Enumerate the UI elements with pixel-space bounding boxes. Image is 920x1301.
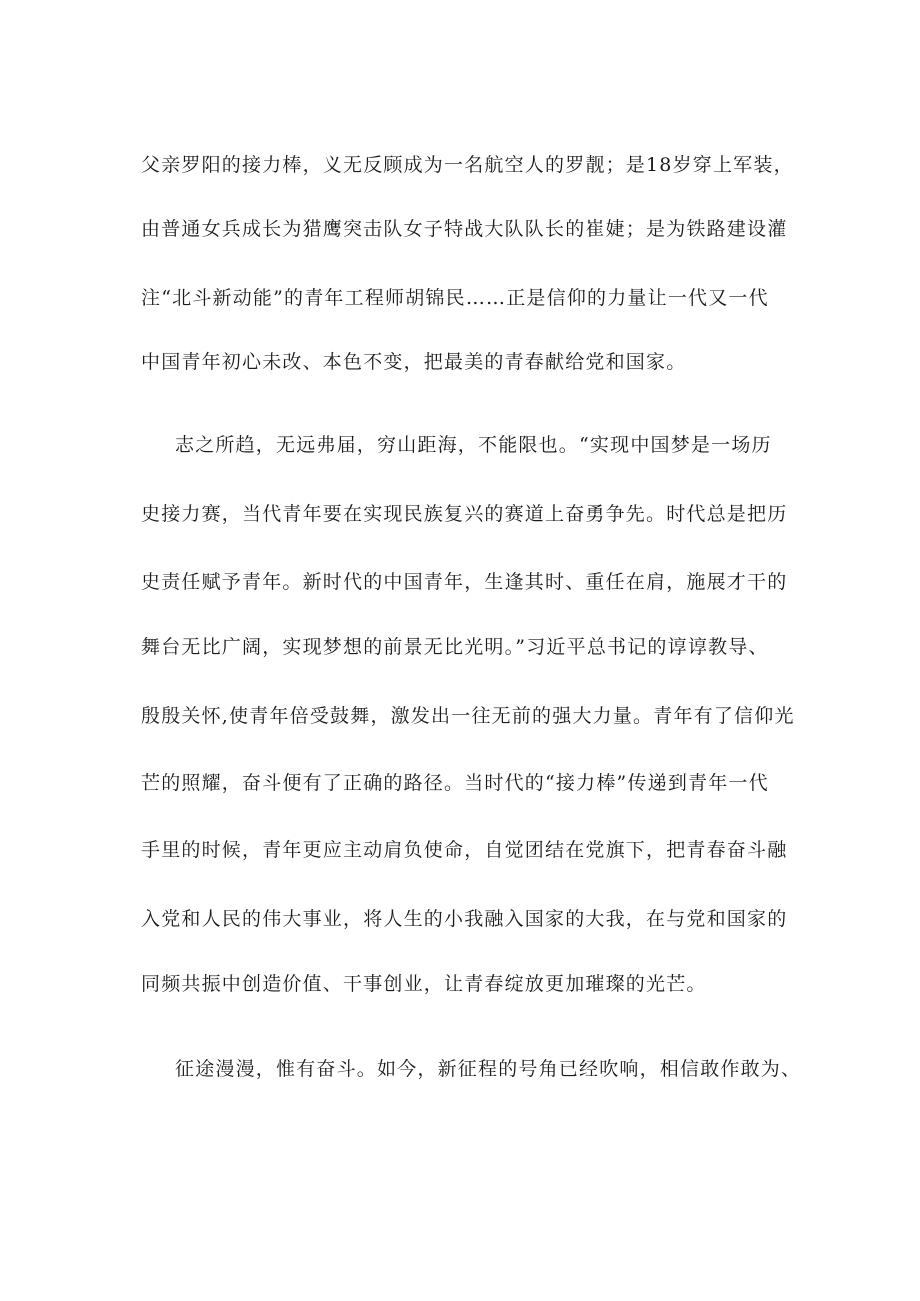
paragraph-2-line-2: 史接力赛，当代青年要在实现民族复兴的赛道上奋勇争先。时代总是把历 [141,503,788,525]
paragraph-2-line-6: 芒的照耀，奋斗便有了正确的路径。当时代的“接力棒”传递到青年一代 [141,772,769,794]
paragraph-2-line-7: 手里的时候，青年更应主动肩负使命，自觉团结在党旗下，把青春奋斗融 [141,839,788,861]
paragraph-2-line-8: 入党和人民的伟大事业，将人生的小我融入国家的大我，在与党和国家的 [141,908,788,930]
paragraph-2-line-9: 同频共振中创造价值、干事创业，让青春绽放更加璀璨的光芒。 [141,973,707,995]
paragraph-1-line-1: 父亲罗阳的接力棒，义无反顾成为一名航空人的罗靓；是18岁穿上军装， [141,154,794,176]
paragraph-1-line-4: 中国青年初心未改、本色不变，把最美的青春献给党和国家。 [141,351,687,373]
paragraph-1-line-3: 注“北斗新动能”的青年工程师胡锦民……正是信仰的力量让一代又一代 [141,287,769,309]
paragraph-1-line-2: 由普通女兵成长为猎鹰突击队女子特战大队队长的崔婕；是为铁路建设灌 [141,218,788,240]
paragraph-2-line-3: 史责任赋予青年。新时代的中国青年，生逢其时、重任在肩，施展才干的 [141,571,788,593]
paragraph-2-line-4: 舞台无比广阔，实现梦想的前景无比光明。”习近平总书记的谆谆教导、 [141,636,769,658]
paragraph-2-line-1: 志之所趋，无远弗届，穷山距海，不能限也。“实现中国梦是一场历 [175,434,772,456]
paragraph-3-line-1: 征途漫漫，惟有奋斗。如今，新征程的号角已经吹响，相信敢作敢为、 [175,1058,802,1080]
paragraph-2-line-5: 殷殷关怀,使青年倍受鼓舞，激发出一往无前的强大力量。青年有了信仰光 [141,705,795,727]
